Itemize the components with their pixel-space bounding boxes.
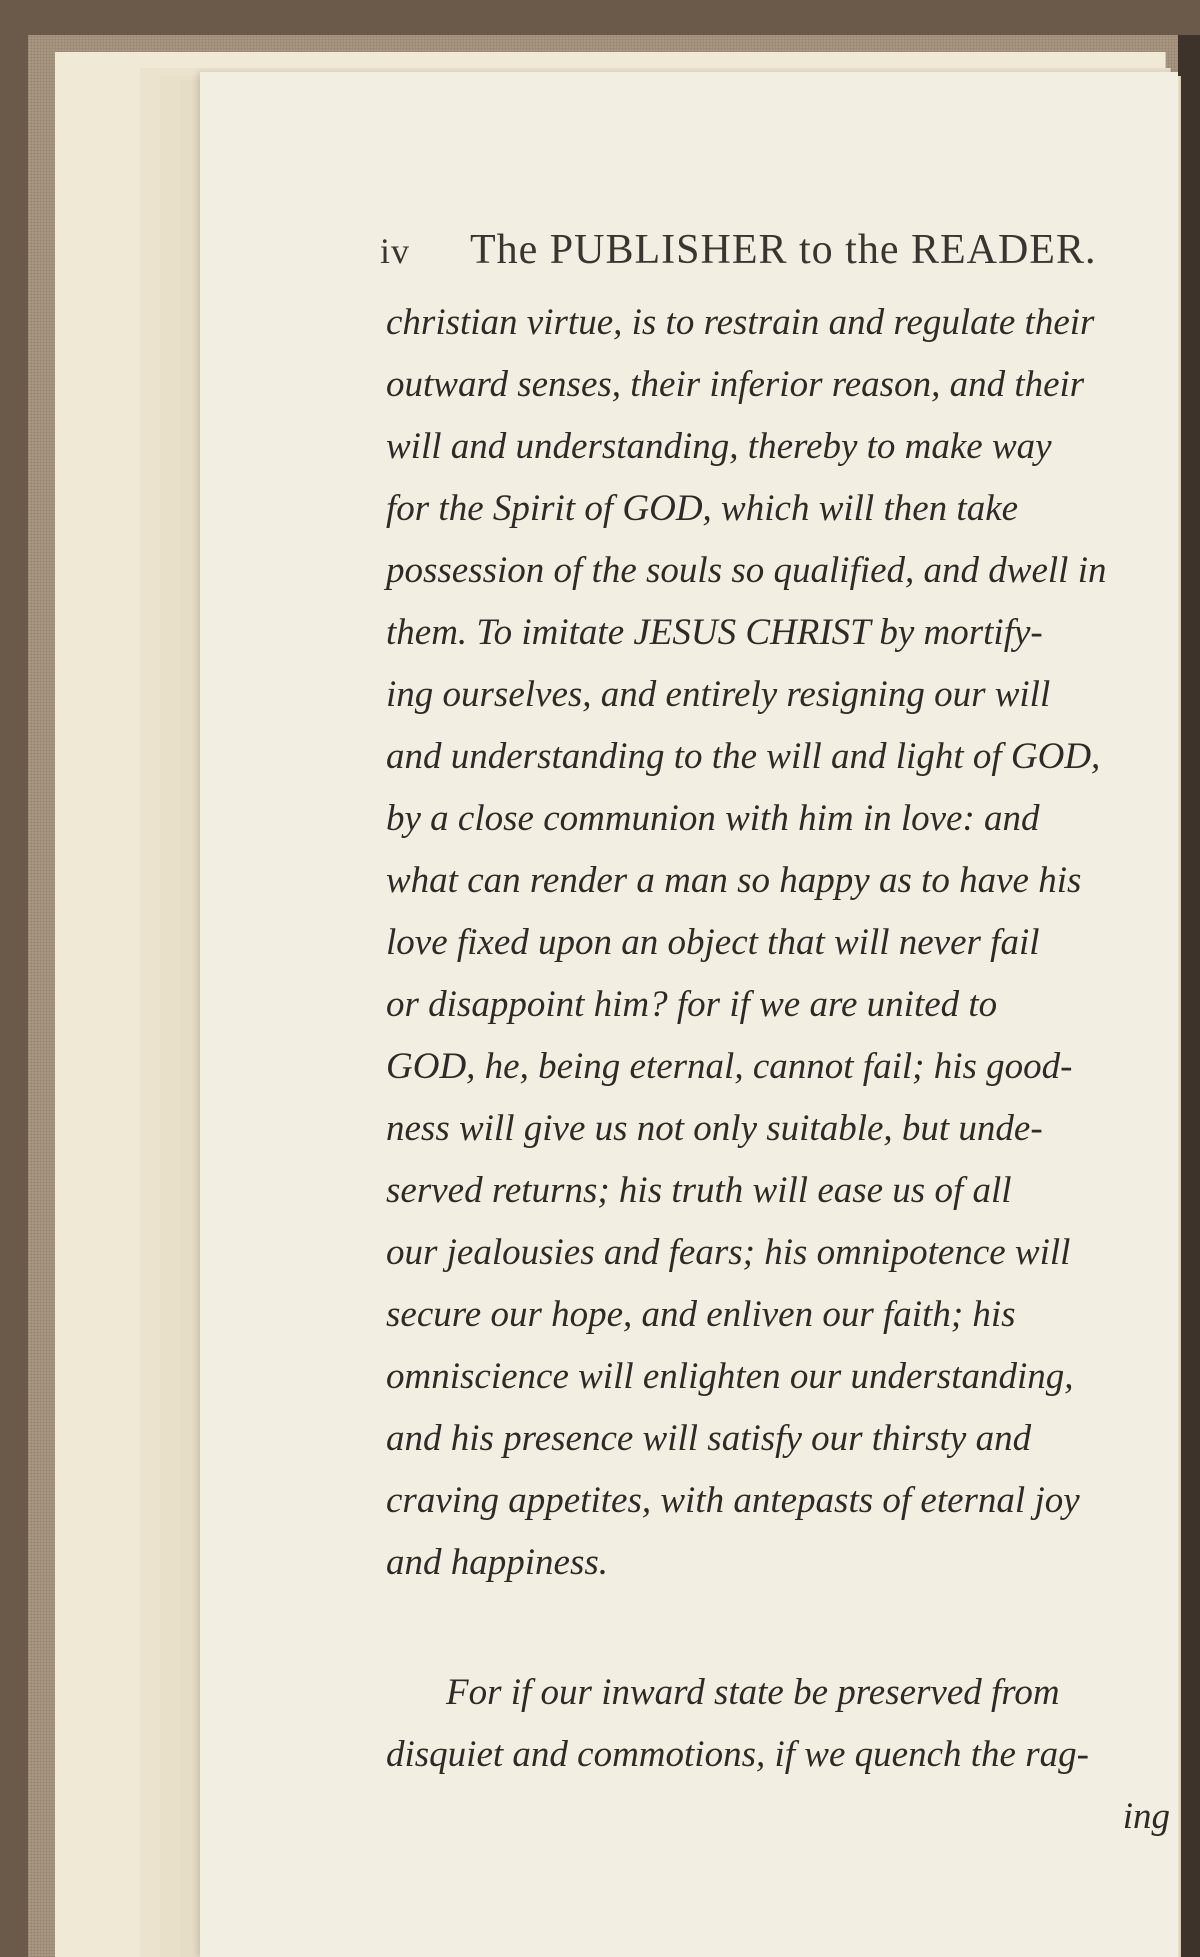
text-line: by a close communion with him in love: and xyxy=(386,798,1040,839)
text-line: and happiness. xyxy=(386,1542,608,1583)
text-line: secure our hope, and enliven our faith; his xyxy=(386,1294,1016,1335)
text-line: christian virtue, is to restrain and regulate their xyxy=(386,302,1095,343)
text-line: them. To imitate JESUS CHRIST by mortify- xyxy=(386,612,1043,653)
text-line: will and understanding, thereby to make way xyxy=(386,426,1052,467)
text-line: outward senses, their inferior reason, and their xyxy=(386,364,1085,405)
text-line: our jealousies and fears; his omnipotence will xyxy=(386,1232,1071,1273)
spine-edge xyxy=(1178,35,1200,1957)
paragraph-gap xyxy=(386,1594,1170,1662)
text-line: and understanding to the will and light of GOD, xyxy=(386,736,1101,777)
text-line: and his presence will satisfy our thirsty and xyxy=(386,1418,1032,1459)
text-line: possession of the souls so qualified, and dwell in xyxy=(386,550,1107,591)
text-line: GOD, he, being eternal, cannot fail; his good- xyxy=(386,1046,1073,1087)
text-line: what can render a man so happy as to have his xyxy=(386,860,1082,901)
body-text xyxy=(386,292,1170,1848)
paragraph-2 xyxy=(386,1662,1170,1786)
text-line: ing ourselves, and entirely resigning our will xyxy=(386,674,1051,715)
text-line: omniscience will enlighten our understanding, xyxy=(386,1356,1074,1397)
text-line: for the Spirit of GOD, which will then take xyxy=(386,488,1019,529)
text-line: For if our inward state be preserved from xyxy=(446,1672,1060,1713)
text-line: disquiet and commotions, if we quench the rag- xyxy=(386,1734,1089,1775)
text-line: love fixed upon an object that will never fail xyxy=(386,922,1040,963)
running-header xyxy=(380,226,1140,286)
page-number: iv xyxy=(380,231,411,271)
text-line: craving appetites, with antepasts of eternal joy xyxy=(386,1480,1080,1521)
text-line: served returns; his truth will ease us of all xyxy=(386,1170,1012,1211)
text-line: ness will give us not only suitable, but unde- xyxy=(386,1108,1043,1149)
paragraph-1 xyxy=(386,292,1170,1594)
text-line: or disappoint him? for if we are united to xyxy=(386,984,998,1025)
running-title: The PUBLISHER to the READER. xyxy=(470,227,1097,273)
catchword: ing xyxy=(1122,1796,1170,1837)
